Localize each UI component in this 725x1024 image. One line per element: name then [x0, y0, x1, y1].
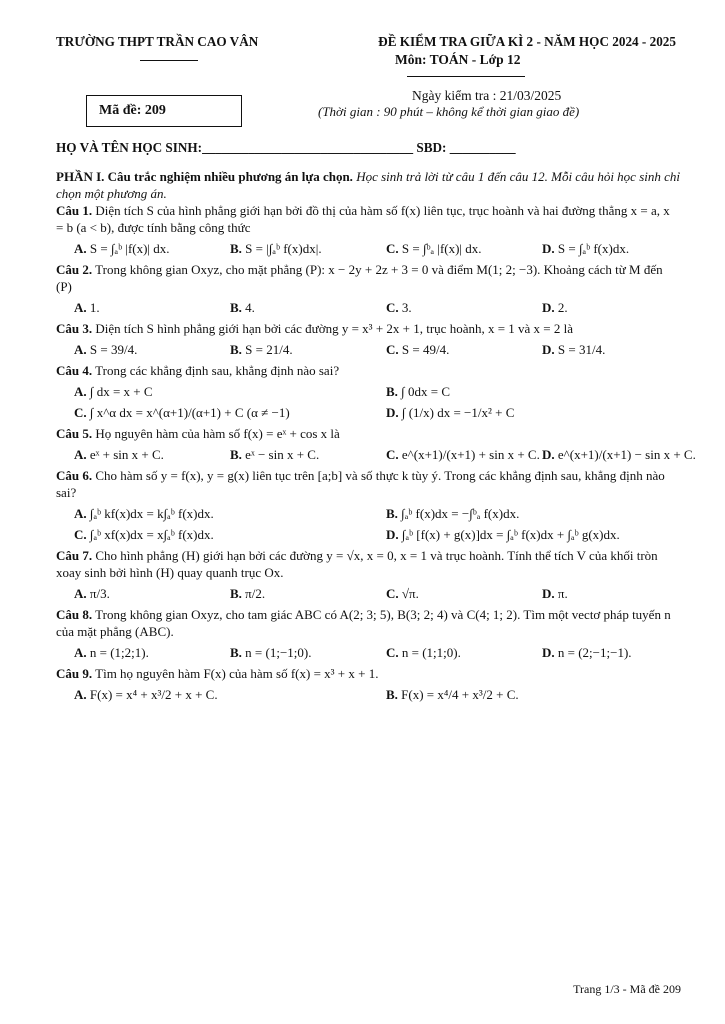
question-text: Trong các khẳng định sau, khẳng định nào sai?	[92, 363, 340, 378]
option-letter: C.	[386, 241, 399, 256]
student-info-line: HỌ VÀ TÊN HỌC SINH:________________________________ SBD: __________	[56, 140, 516, 155]
option-letter: B.	[386, 506, 398, 521]
option-text: 2.	[557, 300, 568, 315]
option-letter: A.	[74, 241, 87, 256]
option-text: ∫ 0dx = C	[401, 384, 450, 399]
option-text: n = (2;−1;−1).	[557, 645, 632, 660]
options-row	[56, 299, 680, 316]
option-letter: A.	[74, 342, 87, 357]
option-text: π/2.	[245, 586, 266, 601]
question-label: Câu 1.	[56, 203, 93, 218]
option-letter: A.	[74, 384, 87, 399]
option-letter: A.	[74, 447, 87, 462]
question-text: Họ nguyên hàm của hàm số f(x) = eˣ + cos x là	[92, 426, 340, 441]
option-text: eˣ − sin x + C.	[245, 447, 320, 462]
option-text: S = ∫ₐᵇ f(x)dx.	[557, 241, 630, 256]
answer-option[interactable]	[212, 446, 368, 463]
header	[56, 34, 676, 50]
exam-code-box: Mã đề: 209	[86, 95, 242, 127]
question-text: Trong không gian Oxyz, cho mặt phẳng (P): x − 2y + 2z + 3 = 0 và điểm M(1; 2; −3). Khoảng cách từ M đến (P)	[56, 262, 663, 294]
answer-option[interactable]	[368, 404, 680, 421]
option-letter: A.	[74, 645, 87, 660]
answer-option[interactable]	[212, 240, 368, 257]
option-text: e^(x+1)/(x+1) + sin x + C.	[401, 447, 540, 462]
part-title: PHẦN I. Câu trắc nghiệm nhiều phương án lựa chọn.	[56, 169, 353, 184]
option-text: ∫ (1/x) dx = −1/x² + C	[401, 405, 515, 420]
options-row	[56, 686, 680, 703]
question	[56, 665, 680, 682]
options-row	[56, 526, 680, 543]
option-letter: C.	[386, 300, 399, 315]
question	[56, 467, 680, 501]
option-letter: C.	[386, 342, 399, 357]
option-text: π.	[557, 586, 568, 601]
question-label: Câu 9.	[56, 666, 93, 681]
question-label: Câu 2.	[56, 262, 93, 277]
option-letter: D.	[386, 527, 399, 542]
answer-option[interactable]	[368, 505, 680, 522]
options-row	[56, 585, 680, 602]
answer-option[interactable]	[56, 404, 368, 421]
question-text: Cho hàm số y = f(x), y = g(x) liên tục trên [a;b] và số thực k tùy ý. Trong các khẳng định sau, khẳng định nào sai?	[56, 468, 665, 500]
school-name: TRƯỜNG THPT TRẦN CAO VÂN	[56, 34, 259, 49]
options-row	[56, 383, 680, 400]
question-text: Tìm họ nguyên hàm F(x) của hàm số f(x) = x³ + x + 1.	[92, 666, 379, 681]
option-letter: D.	[542, 645, 555, 660]
question-label: Câu 7.	[56, 548, 93, 563]
options-row	[56, 446, 696, 463]
option-text: e^(x+1)/(x+1) − sin x + C.	[557, 447, 696, 462]
answer-option[interactable]	[524, 299, 680, 316]
option-letter: B.	[230, 241, 242, 256]
answer-option[interactable]	[524, 644, 680, 661]
option-letter: B.	[230, 586, 242, 601]
question-text: Diện tích S của hình phẳng giới hạn bởi đồ thị của hàm số f(x) liên tục, trục hoành và hai đường thẳng x = a, x = b (a < b), được tính bằng công thức	[56, 203, 670, 235]
question-list	[56, 168, 696, 707]
answer-option[interactable]	[368, 341, 524, 358]
option-letter: B.	[230, 447, 242, 462]
options-row	[56, 505, 680, 522]
option-letter: A.	[74, 687, 87, 702]
option-text: π/3.	[89, 586, 110, 601]
option-text: S = 39/4.	[89, 342, 138, 357]
answer-option[interactable]	[368, 446, 540, 463]
question-label: Câu 4.	[56, 363, 93, 378]
answer-option[interactable]	[56, 505, 368, 522]
divider	[140, 60, 198, 61]
option-letter: A.	[74, 300, 87, 315]
option-letter: B.	[230, 300, 242, 315]
answer-option[interactable]	[56, 341, 212, 358]
answer-option[interactable]	[56, 383, 368, 400]
question-text: Cho hình phẳng (H) giới hạn bởi các đường y = √x, x = 0, x = 1 và trục hoành. Tính thể tích V của khối tròn xoay sinh bởi hình (H) quay quanh trục Ox.	[56, 548, 658, 580]
option-letter: D.	[542, 342, 555, 357]
option-text: n = (1;−1;0).	[245, 645, 312, 660]
option-letter: B.	[386, 687, 398, 702]
exam-duration: (Thời gian : 90 phút – không kể thời gian giao đề)	[318, 104, 580, 119]
option-letter: B.	[230, 342, 242, 357]
option-text: S = ∫ₐᵇ |f(x)| dx.	[89, 241, 170, 256]
option-letter: D.	[542, 447, 555, 462]
option-text: ∫ dx = x + C	[89, 384, 153, 399]
question-text: Diện tích S hình phẳng giới hạn bởi các đường y = x³ + 2x + 1, trục hoành, x = 1 và x = 2 là	[92, 321, 574, 336]
answer-option[interactable]	[368, 299, 524, 316]
answer-option[interactable]	[56, 446, 212, 463]
question	[56, 320, 680, 337]
option-text: ∫ x^α dx = x^(α+1)/(α+1) + C (α ≠ −1)	[89, 405, 290, 420]
question-text: Trong không gian Oxyz, cho tam giác ABC có A(2; 3; 5), B(3; 2; 4) và C(4; 1; 2). Tìm một vectơ pháp tuyến n của mặt phẳng (ABC).	[56, 607, 671, 639]
option-letter: B.	[386, 384, 398, 399]
exam-title: ĐỀ KIỂM TRA GIỮA KÌ 2 - NĂM HỌC 2024 - 2025	[378, 34, 676, 49]
part-note: Học sinh trả lời từ câu 1 đến câu 12. Mỗi câu hỏi học sinh chỉ chọn một phương án.	[56, 169, 681, 201]
option-text: eˣ + sin x + C.	[89, 447, 164, 462]
option-letter: B.	[230, 645, 242, 660]
option-text: F(x) = x⁴/4 + x³/2 + C.	[401, 687, 519, 702]
options-row	[56, 404, 680, 421]
question	[56, 202, 680, 236]
answer-option[interactable]	[368, 686, 680, 703]
question	[56, 425, 680, 442]
option-text: 3.	[401, 300, 412, 315]
options-row	[56, 240, 680, 257]
question-label: Câu 3.	[56, 321, 93, 336]
question-label: Câu 8.	[56, 607, 93, 622]
option-text: 1.	[89, 300, 100, 315]
option-text: ∫ₐᵇ [f(x) + g(x)]dx = ∫ₐᵇ f(x)dx + ∫ₐᵇ g(x)dx.	[401, 527, 620, 542]
option-text: n = (1;2;1).	[89, 645, 149, 660]
answer-option[interactable]	[524, 446, 696, 463]
option-text: ∫ₐᵇ xf(x)dx = x∫ₐᵇ f(x)dx.	[89, 527, 214, 542]
question	[56, 547, 680, 581]
question	[56, 362, 680, 379]
answer-option[interactable]	[56, 240, 212, 257]
option-letter: D.	[386, 405, 399, 420]
option-text: S = ∫ᵇₐ |f(x)| dx.	[401, 241, 482, 256]
answer-option[interactable]	[56, 644, 212, 661]
answer-option[interactable]	[368, 644, 524, 661]
option-text: S = |∫ₐᵇ f(x)dx|.	[245, 241, 322, 256]
question	[56, 261, 680, 295]
answer-option[interactable]	[56, 686, 368, 703]
option-text: 4.	[245, 300, 255, 315]
option-letter: C.	[386, 645, 399, 660]
option-letter: A.	[74, 586, 87, 601]
option-letter: C.	[74, 527, 87, 542]
answer-option[interactable]	[56, 299, 212, 316]
question-label: Câu 5.	[56, 426, 93, 441]
option-text: S = 21/4.	[245, 342, 293, 357]
answer-option[interactable]	[368, 383, 680, 400]
option-text: ∫ₐᵇ kf(x)dx = k∫ₐᵇ f(x)dx.	[89, 506, 214, 521]
divider	[407, 76, 525, 77]
answer-option[interactable]	[56, 585, 212, 602]
exam-date: Ngày kiểm tra : 21/03/2025	[412, 88, 562, 103]
answer-option[interactable]	[524, 341, 680, 358]
answer-option[interactable]	[368, 526, 680, 543]
answer-option[interactable]	[212, 644, 368, 661]
answer-option[interactable]	[56, 526, 368, 543]
option-letter: D.	[542, 300, 555, 315]
answer-option[interactable]	[524, 240, 680, 257]
option-text: n = (1;1;0).	[401, 645, 461, 660]
answer-option[interactable]	[212, 341, 368, 358]
option-text: ∫ₐᵇ f(x)dx = −∫ᵇₐ f(x)dx.	[401, 506, 520, 521]
question-label: Câu 6.	[56, 468, 93, 483]
option-text: F(x) = x⁴ + x³/2 + x + C.	[89, 687, 218, 702]
answer-option[interactable]	[212, 299, 368, 316]
subject: Môn: TOÁN - Lớp 12	[395, 52, 521, 67]
option-text: S = 49/4.	[401, 342, 450, 357]
option-letter: D.	[542, 241, 555, 256]
option-text: √π.	[401, 586, 419, 601]
answer-option[interactable]	[368, 240, 524, 257]
option-letter: D.	[542, 586, 555, 601]
question	[56, 606, 680, 640]
answer-option[interactable]	[212, 585, 368, 602]
option-letter: C.	[386, 586, 399, 601]
option-letter: C.	[74, 405, 87, 420]
option-letter: A.	[74, 506, 87, 521]
answer-option[interactable]	[524, 585, 680, 602]
option-text: S = 31/4.	[557, 342, 606, 357]
option-letter: C.	[386, 447, 399, 462]
answer-option[interactable]	[368, 585, 524, 602]
options-row	[56, 341, 680, 358]
page-footer: Trang 1/3 - Mã đề 209	[573, 982, 681, 996]
options-row	[56, 644, 680, 661]
